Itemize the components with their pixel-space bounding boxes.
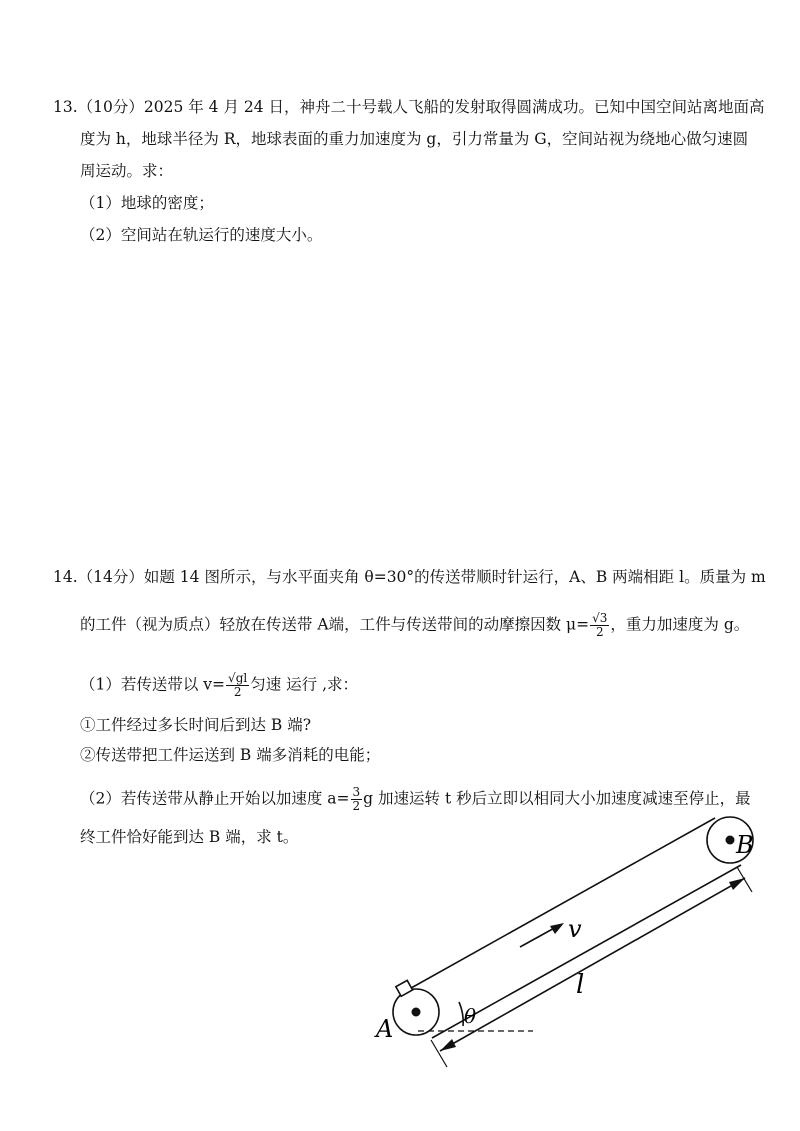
label-theta: θ xyxy=(464,1004,477,1028)
q14-part1-text-b: 匀速 运行 ,求： xyxy=(250,675,359,694)
q14-sub1: ①工件经过多长时间后到达 B 端? xyxy=(80,716,312,734)
q14-stem-line2 xyxy=(80,612,749,639)
q14-part2-text-b: g 加速运转 t 秒后立即以相同大小加速度减速至停止，最 xyxy=(363,789,751,808)
belt-bottom-edge xyxy=(432,865,741,1038)
length-arrowhead-a xyxy=(440,1039,456,1051)
v-fraction xyxy=(226,672,249,699)
label-b: B xyxy=(736,831,754,859)
mu-numerator: √3 xyxy=(592,611,608,625)
length-arrowhead-b xyxy=(729,878,745,890)
a-fraction xyxy=(351,786,363,813)
conveyor-belt-figure xyxy=(360,815,780,1075)
velocity-arrowhead xyxy=(550,923,564,934)
q14-part2 xyxy=(80,786,751,813)
label-a: A xyxy=(376,1015,394,1043)
q13-stem-line3: 周运动。求： xyxy=(80,162,174,180)
q13-part1: （1）地球的密度； xyxy=(80,194,214,212)
a-denominator: 2 xyxy=(352,799,361,814)
length-dimension-line xyxy=(440,878,745,1051)
q13-stem-line1: 13.（10分）2025 年 4 月 24 日，神舟二十号载人飞船的发射取得圆满成功。已知中国空间站离地面高 xyxy=(53,98,765,116)
label-l: l xyxy=(576,970,585,1000)
q14-part2-text-a: （2）若传送带从静止开始以加速度 a= xyxy=(80,789,350,808)
label-v: v xyxy=(568,915,582,943)
q13-part2: （2）空间站在轨运行的速度大小。 xyxy=(80,226,323,244)
q14-part1 xyxy=(80,672,358,699)
q14-part2-line2: 终工件恰好能到达 B 端，求 t。 xyxy=(80,828,299,846)
mu-fraction xyxy=(590,612,609,639)
q13-stem-line2: 度为 h，地球半径为 R，地球表面的重力加速度为 g，引力常量为 G，空间站视为绕地心做匀速圆 xyxy=(80,130,749,148)
q14-part1-text-a: （1）若传送带以 v= xyxy=(80,675,226,694)
pulley-a-axle xyxy=(412,1008,421,1017)
q14-stem-line2-text-a: 的工件（视为质点）轻放在传送带 A端，工件与传送带间的动摩擦因数 μ= xyxy=(80,615,590,634)
v-numerator: √gl xyxy=(228,671,248,685)
q14-stem-line2-text-b: ，重力加速度为 g。 xyxy=(610,615,750,634)
q14-sub2: ②传送带把工件运送到 B 端多消耗的电能； xyxy=(80,746,381,764)
length-tick-a xyxy=(431,1040,447,1067)
q14-stem-line1: 14.（14分）如题 14 图所示，与水平面夹角 θ=30°的传送带顺时针运行，A、B 两端相距 l。质量为 m xyxy=(53,568,766,586)
pulley-b-axle xyxy=(726,836,735,845)
v-denominator: 2 xyxy=(233,685,242,700)
mu-denominator: 2 xyxy=(595,625,604,640)
a-numerator: 3 xyxy=(352,785,361,799)
